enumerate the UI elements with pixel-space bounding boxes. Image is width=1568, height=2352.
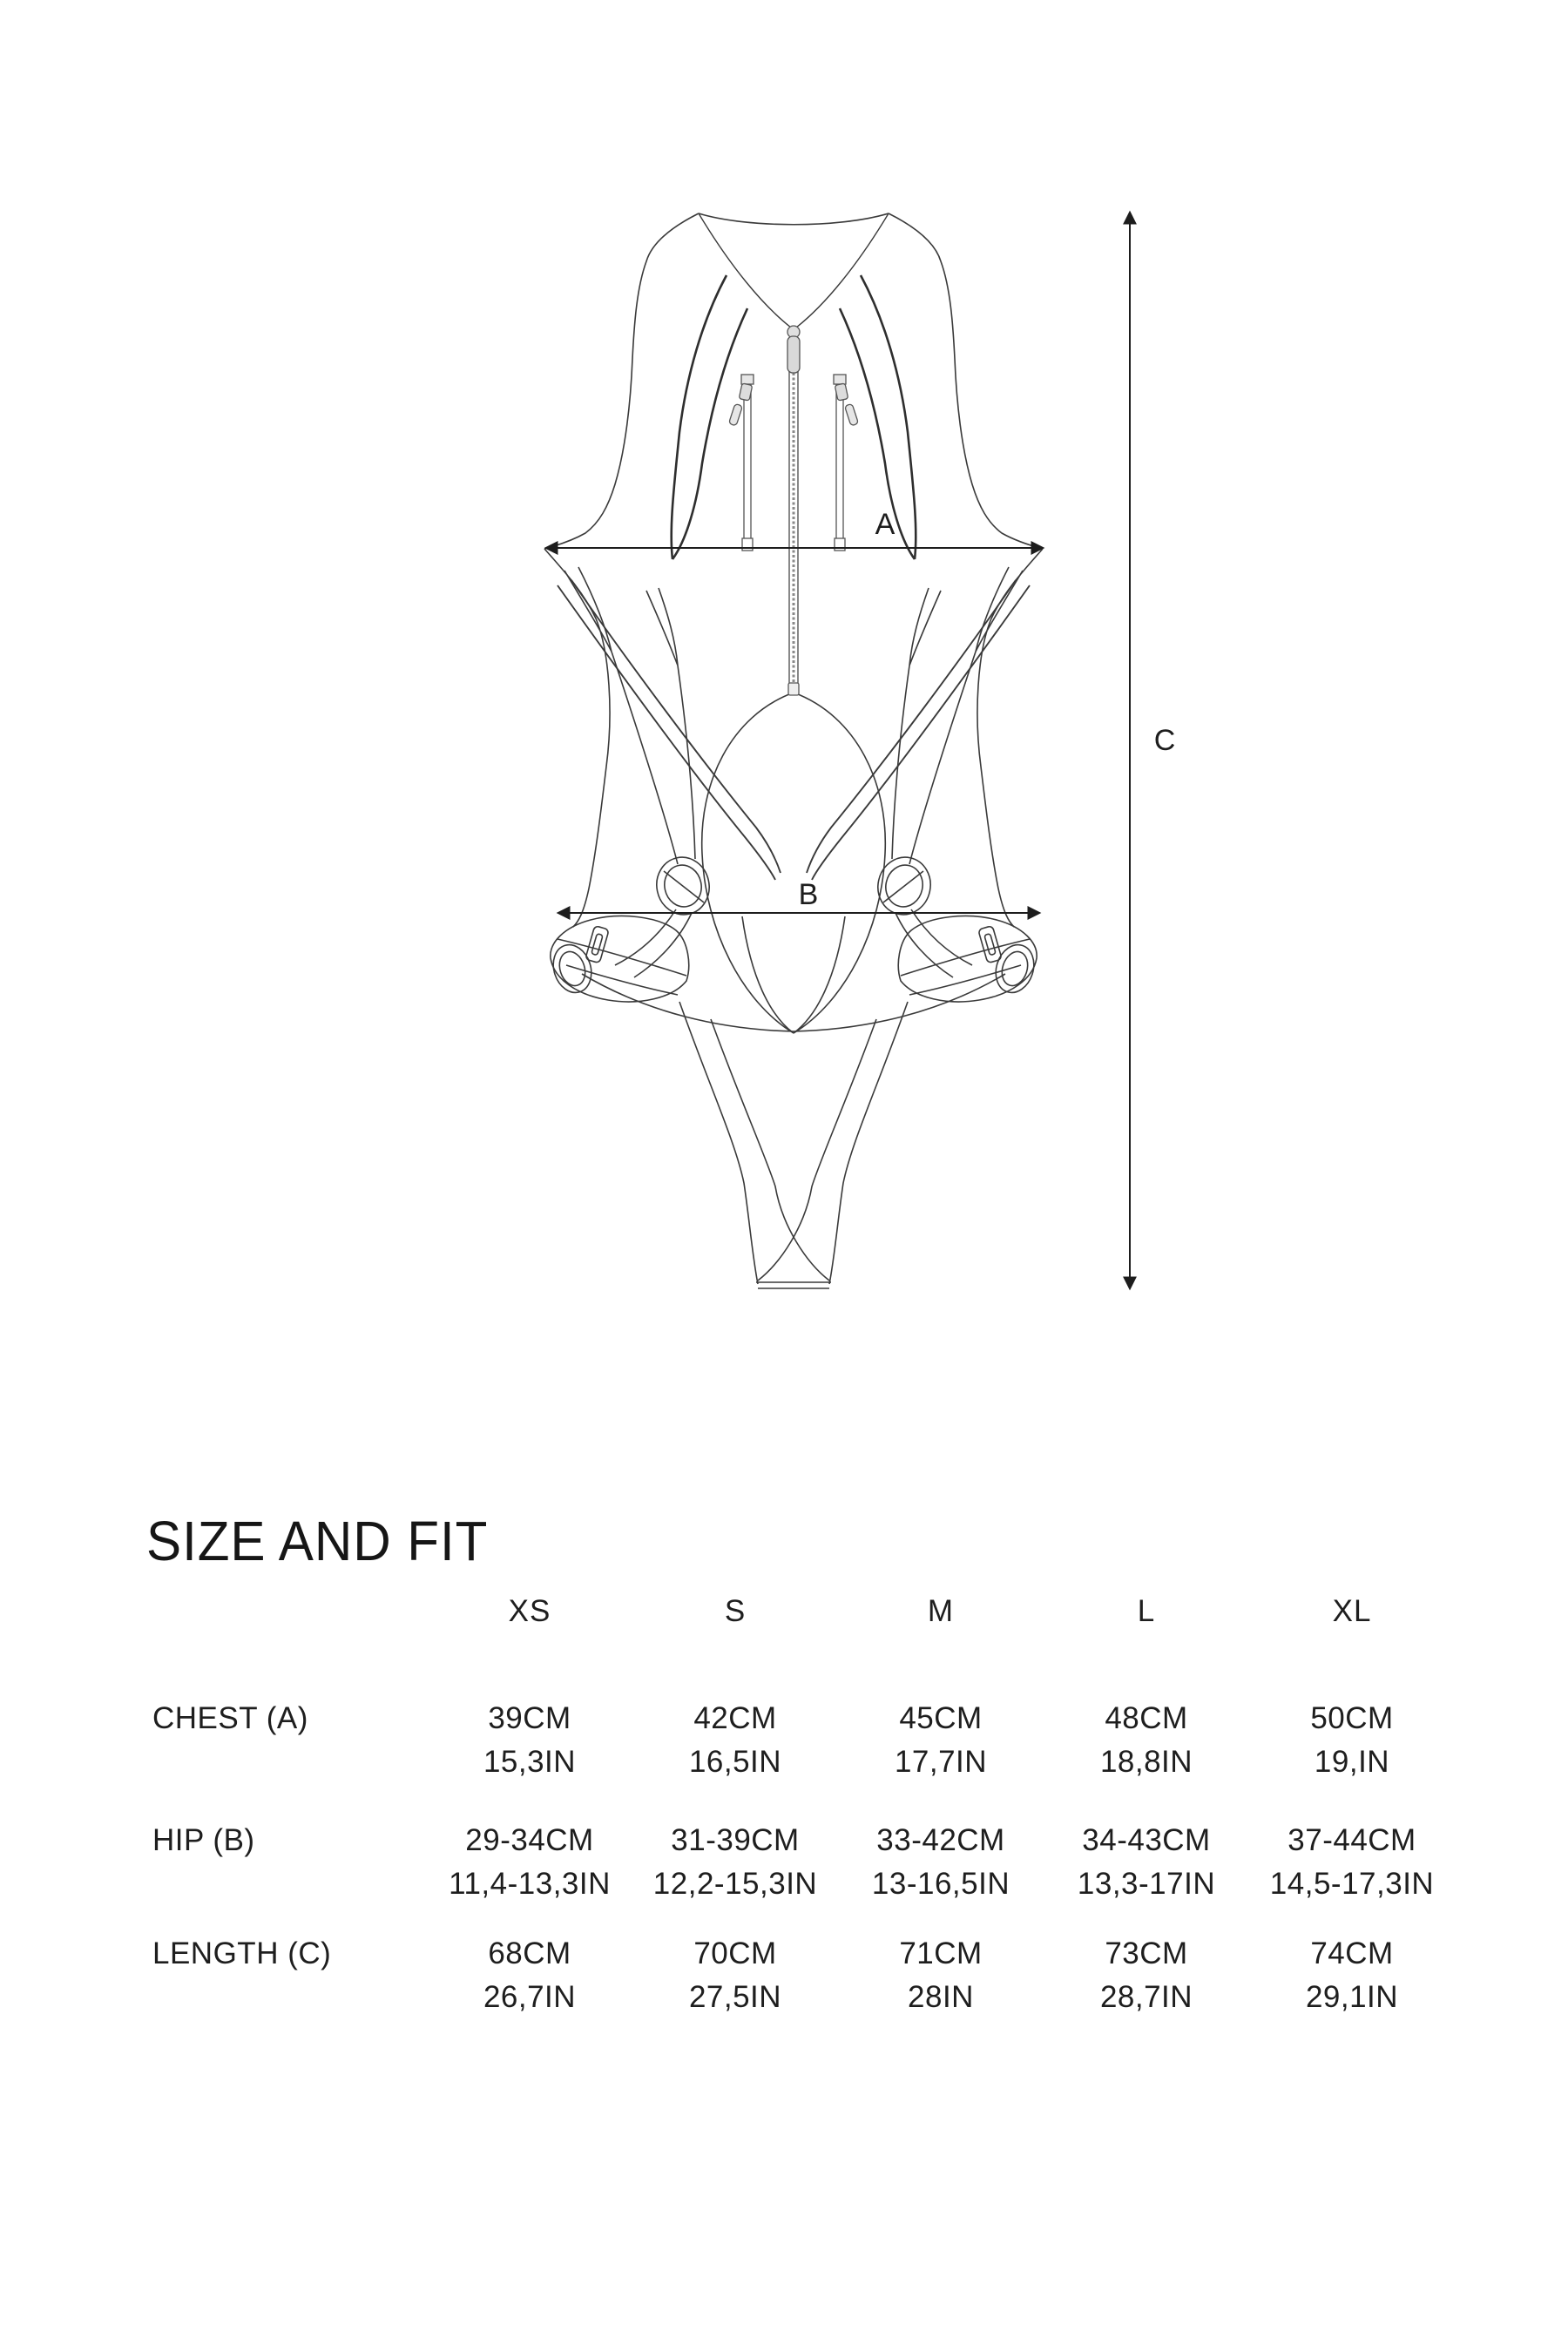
- value-cm: 74CM: [1310, 1936, 1394, 1970]
- size-column-xl: XL: [1332, 1594, 1372, 1628]
- mini-zipper-top-stop: [741, 375, 754, 384]
- value-in: 11,4-13,3IN: [449, 1867, 611, 1901]
- hip-dimension-label: B: [798, 878, 819, 911]
- wing-buckle: [585, 926, 609, 963]
- mini-zipper-tape: [744, 382, 751, 549]
- size-table-corner-cell: [131, 1594, 427, 1629]
- value-in: 17,7IN: [894, 1745, 988, 1779]
- value-in: 28IN: [908, 1980, 974, 2014]
- length-l-cell: [1044, 1932, 1249, 2019]
- wrap-strap-line-b: [571, 580, 781, 873]
- zipper-pull-body: [787, 336, 800, 373]
- tail-outer-edge: [679, 1002, 758, 1284]
- wing-ring-inner: [556, 949, 590, 990]
- value-in: 13,3-17IN: [1077, 1867, 1216, 1901]
- dimension-labels: [799, 508, 1176, 911]
- size-column-m: M: [927, 1594, 955, 1628]
- length-s-cell: [632, 1932, 838, 2019]
- hip-xs-cell: [427, 1819, 632, 1906]
- hip-l-cell: [1044, 1819, 1249, 1906]
- value-in: 18,8IN: [1099, 1745, 1193, 1779]
- hip-ring-strap: [615, 871, 704, 977]
- page-title: SIZE AND FIT: [146, 1510, 489, 1572]
- value-cm: 68CM: [488, 1936, 571, 1970]
- wrap-strap-line-a: [558, 585, 775, 880]
- value-cm: 71CM: [899, 1936, 983, 1970]
- value-in: 12,2-15,3IN: [652, 1867, 818, 1901]
- value-cm: 34-43CM: [1082, 1823, 1211, 1857]
- value-in: 29,1IN: [1305, 1980, 1399, 2014]
- bodysuit-left-half: [544, 213, 829, 1284]
- wing-buckle-inner: [591, 934, 603, 956]
- hip-wing-outline: [551, 916, 689, 1002]
- chest-l-cell: [1044, 1697, 1249, 1784]
- length-xs-cell: [427, 1932, 632, 2019]
- value-in: 14,5-17,3IN: [1269, 1867, 1435, 1901]
- chest-s-cell: [632, 1697, 838, 1784]
- length-m-cell: [838, 1932, 1044, 2019]
- wing-ring: [547, 940, 597, 997]
- value-cm: 29-34CM: [465, 1823, 594, 1857]
- front-cutout-edge: [702, 693, 794, 1033]
- size-column-s: S: [724, 1594, 747, 1628]
- row-label-length: LENGTH (C): [152, 1936, 332, 1970]
- value-in: 27,5IN: [688, 1980, 782, 2014]
- neckline-v-seam: [699, 213, 791, 328]
- hip-s-cell: [632, 1819, 838, 1906]
- value-cm: 70CM: [693, 1936, 777, 1970]
- value-cm: 42CM: [693, 1701, 777, 1735]
- size-column-xs: XS: [508, 1594, 551, 1628]
- chest-xs-cell: [427, 1697, 632, 1784]
- bodysuit-outline-upper: [544, 213, 699, 549]
- mini-zipper-pull: [728, 403, 742, 426]
- size-table-header-row: [131, 1594, 1455, 1629]
- value-cm: 73CM: [1105, 1936, 1188, 1970]
- value-in: 16,5IN: [688, 1745, 782, 1779]
- inner-dart-slit: [646, 588, 678, 666]
- length-dimension-label: C: [1153, 724, 1176, 757]
- row-label-hip: HIP (B): [152, 1823, 255, 1857]
- value-cm: 45CM: [899, 1701, 983, 1735]
- chest-m-cell: [838, 1697, 1044, 1784]
- bodysuit-right-half: [758, 213, 1043, 1284]
- chest-dimension-label: A: [875, 508, 896, 541]
- value-in: 26,7IN: [483, 1980, 577, 2014]
- crotch-u-seam: [742, 916, 794, 1033]
- value-in: 19,IN: [1314, 1745, 1390, 1779]
- value-in: 28,7IN: [1099, 1980, 1193, 2014]
- value-cm: 50CM: [1310, 1701, 1394, 1735]
- value-cm: 33-42CM: [876, 1823, 1005, 1857]
- table-row-length: [131, 1932, 1455, 2019]
- table-row-chest: [131, 1697, 1455, 1784]
- size-column-l: L: [1137, 1594, 1156, 1628]
- value-cm: 48CM: [1105, 1701, 1188, 1735]
- dimension-arrows: [546, 213, 1130, 1288]
- princess-seam-inner: [672, 308, 747, 559]
- tail-hem: [756, 1282, 831, 1288]
- hip-m-cell: [838, 1819, 1044, 1906]
- table-row-hip: [131, 1819, 1455, 1906]
- zipper-bottom-stop: [788, 683, 799, 695]
- tail-inner-edge: [711, 1019, 829, 1281]
- value-cm: 31-39CM: [671, 1823, 800, 1857]
- row-label-chest: CHEST (A): [152, 1701, 308, 1735]
- value-in: 13-16,5IN: [871, 1867, 1010, 1901]
- bodysuit-outline-side-lower: [544, 549, 610, 927]
- value-cm: 39CM: [488, 1701, 571, 1735]
- value-in: 15,3IN: [483, 1745, 577, 1779]
- neckline-top-edge: [699, 213, 889, 225]
- chest-xl-cell: [1249, 1697, 1455, 1784]
- princess-seam-outer: [672, 275, 727, 559]
- length-xl-cell: [1249, 1932, 1455, 2019]
- value-cm: 37-44CM: [1288, 1823, 1416, 1857]
- hip-xl-cell: [1249, 1819, 1455, 1906]
